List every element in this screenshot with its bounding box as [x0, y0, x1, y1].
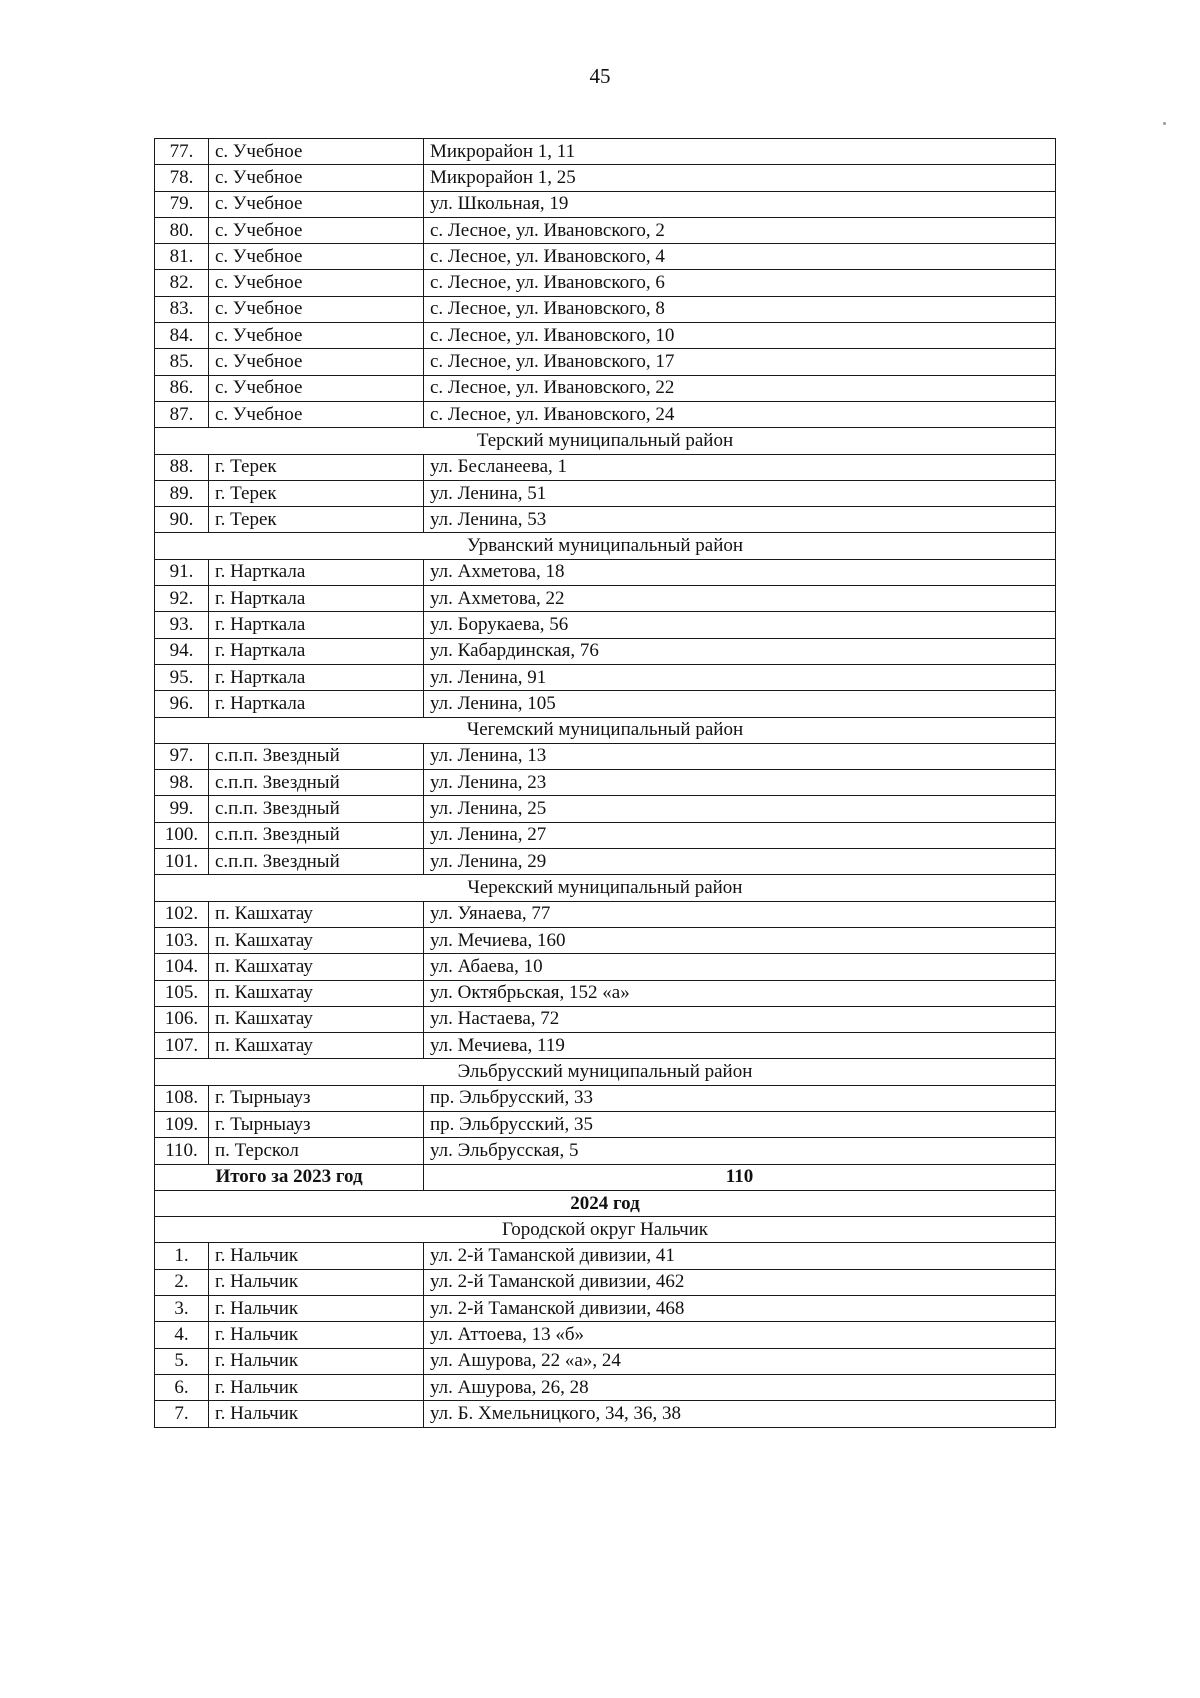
address-cell: ул. Ленина, 29 [424, 849, 1056, 875]
settlement-cell: п. Кашхатау [209, 927, 424, 953]
settlement-cell: г. Нарткала [209, 691, 424, 717]
table-row [155, 480, 1056, 506]
row-number-cell: 92. [155, 586, 209, 612]
row-number-cell: 96. [155, 691, 209, 717]
settlement-cell: г. Нальчик [209, 1269, 424, 1295]
row-number-cell: 98. [155, 770, 209, 796]
settlement-cell: г. Терек [209, 480, 424, 506]
table-row [155, 691, 1056, 717]
table-row [155, 244, 1056, 270]
table-row [155, 1033, 1056, 1059]
address-cell: ул. Настаева, 72 [424, 1006, 1056, 1032]
settlement-cell: г. Нарткала [209, 612, 424, 638]
table-row [155, 296, 1056, 322]
row-number-cell: 83. [155, 296, 209, 322]
row-number-cell: 78. [155, 165, 209, 191]
table-row [155, 165, 1056, 191]
settlement-cell: с. Учебное [209, 296, 424, 322]
row-number-cell: 82. [155, 270, 209, 296]
table-row [155, 586, 1056, 612]
address-cell: ул. Мечиева, 160 [424, 927, 1056, 953]
row-number-cell: 94. [155, 638, 209, 664]
address-cell: ул. Бесланеева, 1 [424, 454, 1056, 480]
address-table-body [155, 139, 1056, 1428]
settlement-cell: п. Кашхатау [209, 901, 424, 927]
address-cell: ул. Кабардинская, 76 [424, 638, 1056, 664]
settlement-cell: с.п.п. Звездный [209, 743, 424, 769]
settlement-cell: с.п.п. Звездный [209, 770, 424, 796]
address-cell: ул. Ленина, 105 [424, 691, 1056, 717]
settlement-cell: с.п.п. Звездный [209, 796, 424, 822]
settlement-cell: с. Учебное [209, 375, 424, 401]
table-row [155, 796, 1056, 822]
table-row [155, 349, 1056, 375]
district-header-row [155, 428, 1056, 454]
table-row [155, 559, 1056, 585]
table-row [155, 1138, 1056, 1164]
table-row [155, 980, 1056, 1006]
settlement-cell: г. Нарткала [209, 664, 424, 690]
settlement-cell: г. Нальчик [209, 1322, 424, 1348]
table-row [155, 743, 1056, 769]
settlement-cell: с. Учебное [209, 217, 424, 243]
row-number-cell: 87. [155, 401, 209, 427]
address-cell: ул. 2-й Таманской дивизии, 462 [424, 1269, 1056, 1295]
table-row [155, 270, 1056, 296]
address-cell: ул. Ленина, 13 [424, 743, 1056, 769]
address-cell: с. Лесное, ул. Ивановского, 4 [424, 244, 1056, 270]
district-header: Черекский муниципальный район [155, 875, 1056, 901]
settlement-cell: с. Учебное [209, 165, 424, 191]
address-cell: с. Лесное, ул. Ивановского, 6 [424, 270, 1056, 296]
row-number-cell: 105. [155, 980, 209, 1006]
table-row [155, 1085, 1056, 1111]
row-number-cell: 7. [155, 1401, 209, 1427]
table-row [155, 1348, 1056, 1374]
address-cell: ул. Октябрьская, 152 «а» [424, 980, 1056, 1006]
district-header-row [155, 533, 1056, 559]
address-cell: с. Лесное, ул. Ивановского, 8 [424, 296, 1056, 322]
settlement-cell: с. Учебное [209, 323, 424, 349]
settlement-cell: г. Тырныауз [209, 1111, 424, 1137]
year-header-row [155, 1190, 1056, 1216]
settlement-cell: п. Кашхатау [209, 954, 424, 980]
table-row [155, 1401, 1056, 1427]
district-header: Чегемский муниципальный район [155, 717, 1056, 743]
settlement-cell: г. Нальчик [209, 1374, 424, 1400]
table-row [155, 375, 1056, 401]
row-number-cell: 81. [155, 244, 209, 270]
row-number-cell: 103. [155, 927, 209, 953]
row-number-cell: 108. [155, 1085, 209, 1111]
address-cell: ул. Мечиева, 119 [424, 1033, 1056, 1059]
address-cell: ул. Абаева, 10 [424, 954, 1056, 980]
table-row [155, 770, 1056, 796]
settlement-cell: с. Учебное [209, 401, 424, 427]
row-number-cell: 1. [155, 1243, 209, 1269]
row-number-cell: 2. [155, 1269, 209, 1295]
table-row [155, 1374, 1056, 1400]
table-row [155, 401, 1056, 427]
address-cell: ул. Школьная, 19 [424, 191, 1056, 217]
table-row [155, 927, 1056, 953]
address-cell: ул. Ашурова, 22 «а», 24 [424, 1348, 1056, 1374]
address-cell: Микрорайон 1, 25 [424, 165, 1056, 191]
settlement-cell: с. Учебное [209, 270, 424, 296]
address-cell: ул. Ленина, 25 [424, 796, 1056, 822]
table-row [155, 638, 1056, 664]
table-row [155, 217, 1056, 243]
settlement-cell: п. Кашхатау [209, 1006, 424, 1032]
address-cell: ул. Б. Хмельницкого, 34, 36, 38 [424, 1401, 1056, 1427]
district-header-row [155, 875, 1056, 901]
settlement-cell: с. Учебное [209, 244, 424, 270]
settlement-cell: п. Кашхатау [209, 1033, 424, 1059]
table-row [155, 1269, 1056, 1295]
year-header: 2024 год [155, 1190, 1056, 1216]
row-number-cell: 95. [155, 664, 209, 690]
table-row [155, 954, 1056, 980]
address-cell: ул. Эльбрусская, 5 [424, 1138, 1056, 1164]
settlement-cell: г. Нарткала [209, 586, 424, 612]
row-number-cell: 106. [155, 1006, 209, 1032]
address-cell: ул. Ленина, 27 [424, 822, 1056, 848]
scan-speck [1163, 122, 1166, 125]
district-header-row [155, 717, 1056, 743]
row-number-cell: 3. [155, 1296, 209, 1322]
total-value: 110 [424, 1164, 1056, 1190]
address-cell: ул. Ашурова, 26, 28 [424, 1374, 1056, 1400]
row-number-cell: 101. [155, 849, 209, 875]
address-table [154, 138, 1056, 1428]
table-row [155, 1111, 1056, 1137]
table-row [155, 664, 1056, 690]
address-cell: ул. Ленина, 53 [424, 507, 1056, 533]
table-row [155, 323, 1056, 349]
page-number: 45 [589, 64, 611, 88]
total-row [155, 1164, 1056, 1190]
settlement-cell: с. Учебное [209, 139, 424, 165]
row-number-cell: 90. [155, 507, 209, 533]
total-label: Итого за 2023 год [155, 1164, 424, 1190]
row-number-cell: 107. [155, 1033, 209, 1059]
district-header-row [155, 1059, 1056, 1085]
row-number-cell: 4. [155, 1322, 209, 1348]
row-number-cell: 86. [155, 375, 209, 401]
district-header: Городской округ Нальчик [155, 1217, 1056, 1243]
address-cell: ул. 2-й Таманской дивизии, 41 [424, 1243, 1056, 1269]
settlement-cell: с. Учебное [209, 349, 424, 375]
row-number-cell: 110. [155, 1138, 209, 1164]
row-number-cell: 85. [155, 349, 209, 375]
address-cell: с. Лесное, ул. Ивановского, 17 [424, 349, 1056, 375]
address-cell: ул. Ленина, 91 [424, 664, 1056, 690]
address-cell: Микрорайон 1, 11 [424, 139, 1056, 165]
address-cell: пр. Эльбрусский, 33 [424, 1085, 1056, 1111]
row-number-cell: 102. [155, 901, 209, 927]
table-row [155, 1006, 1056, 1032]
row-number-cell: 5. [155, 1348, 209, 1374]
settlement-cell: г. Нальчик [209, 1348, 424, 1374]
settlement-cell: г. Тырныауз [209, 1085, 424, 1111]
settlement-cell: г. Нарткала [209, 638, 424, 664]
table-row [155, 1296, 1056, 1322]
settlement-cell: с. Учебное [209, 191, 424, 217]
table-row [155, 507, 1056, 533]
address-cell: ул. Уянаева, 77 [424, 901, 1056, 927]
settlement-cell: г. Терек [209, 454, 424, 480]
district-header: Урванский муниципальный район [155, 533, 1056, 559]
row-number-cell: 93. [155, 612, 209, 638]
settlement-cell: с.п.п. Звездный [209, 849, 424, 875]
table-row [155, 1243, 1056, 1269]
row-number-cell: 97. [155, 743, 209, 769]
address-cell: пр. Эльбрусский, 35 [424, 1111, 1056, 1137]
table-row [155, 901, 1056, 927]
row-number-cell: 77. [155, 139, 209, 165]
address-cell: ул. Ахметова, 18 [424, 559, 1056, 585]
row-number-cell: 91. [155, 559, 209, 585]
district-header-row [155, 1217, 1056, 1243]
address-cell: с. Лесное, ул. Ивановского, 2 [424, 217, 1056, 243]
address-cell: ул. Ленина, 51 [424, 480, 1056, 506]
row-number-cell: 89. [155, 480, 209, 506]
row-number-cell: 79. [155, 191, 209, 217]
address-cell: ул. Борукаева, 56 [424, 612, 1056, 638]
settlement-cell: г. Нальчик [209, 1296, 424, 1322]
row-number-cell: 104. [155, 954, 209, 980]
district-header: Терский муниципальный район [155, 428, 1056, 454]
row-number-cell: 109. [155, 1111, 209, 1137]
district-header: Эльбрусский муниципальный район [155, 1059, 1056, 1085]
address-cell: ул. Ленина, 23 [424, 770, 1056, 796]
settlement-cell: п. Терскол [209, 1138, 424, 1164]
address-cell: с. Лесное, ул. Ивановского, 10 [424, 323, 1056, 349]
settlement-cell: г. Терек [209, 507, 424, 533]
table-row [155, 822, 1056, 848]
address-cell: с. Лесное, ул. Ивановского, 22 [424, 375, 1056, 401]
settlement-cell: г. Нальчик [209, 1401, 424, 1427]
settlement-cell: с.п.п. Звездный [209, 822, 424, 848]
row-number-cell: 80. [155, 217, 209, 243]
address-cell: ул. Аттоева, 13 «б» [424, 1322, 1056, 1348]
row-number-cell: 100. [155, 822, 209, 848]
address-cell: ул. Ахметова, 22 [424, 586, 1056, 612]
settlement-cell: п. Кашхатау [209, 980, 424, 1006]
row-number-cell: 6. [155, 1374, 209, 1400]
table-row [155, 191, 1056, 217]
address-cell: с. Лесное, ул. Ивановского, 24 [424, 401, 1056, 427]
row-number-cell: 84. [155, 323, 209, 349]
table-row [155, 454, 1056, 480]
table-row [155, 1322, 1056, 1348]
row-number-cell: 99. [155, 796, 209, 822]
table-row [155, 849, 1056, 875]
address-cell: ул. 2-й Таманской дивизии, 468 [424, 1296, 1056, 1322]
table-row [155, 612, 1056, 638]
row-number-cell: 88. [155, 454, 209, 480]
settlement-cell: г. Нарткала [209, 559, 424, 585]
settlement-cell: г. Нальчик [209, 1243, 424, 1269]
table-row [155, 139, 1056, 165]
